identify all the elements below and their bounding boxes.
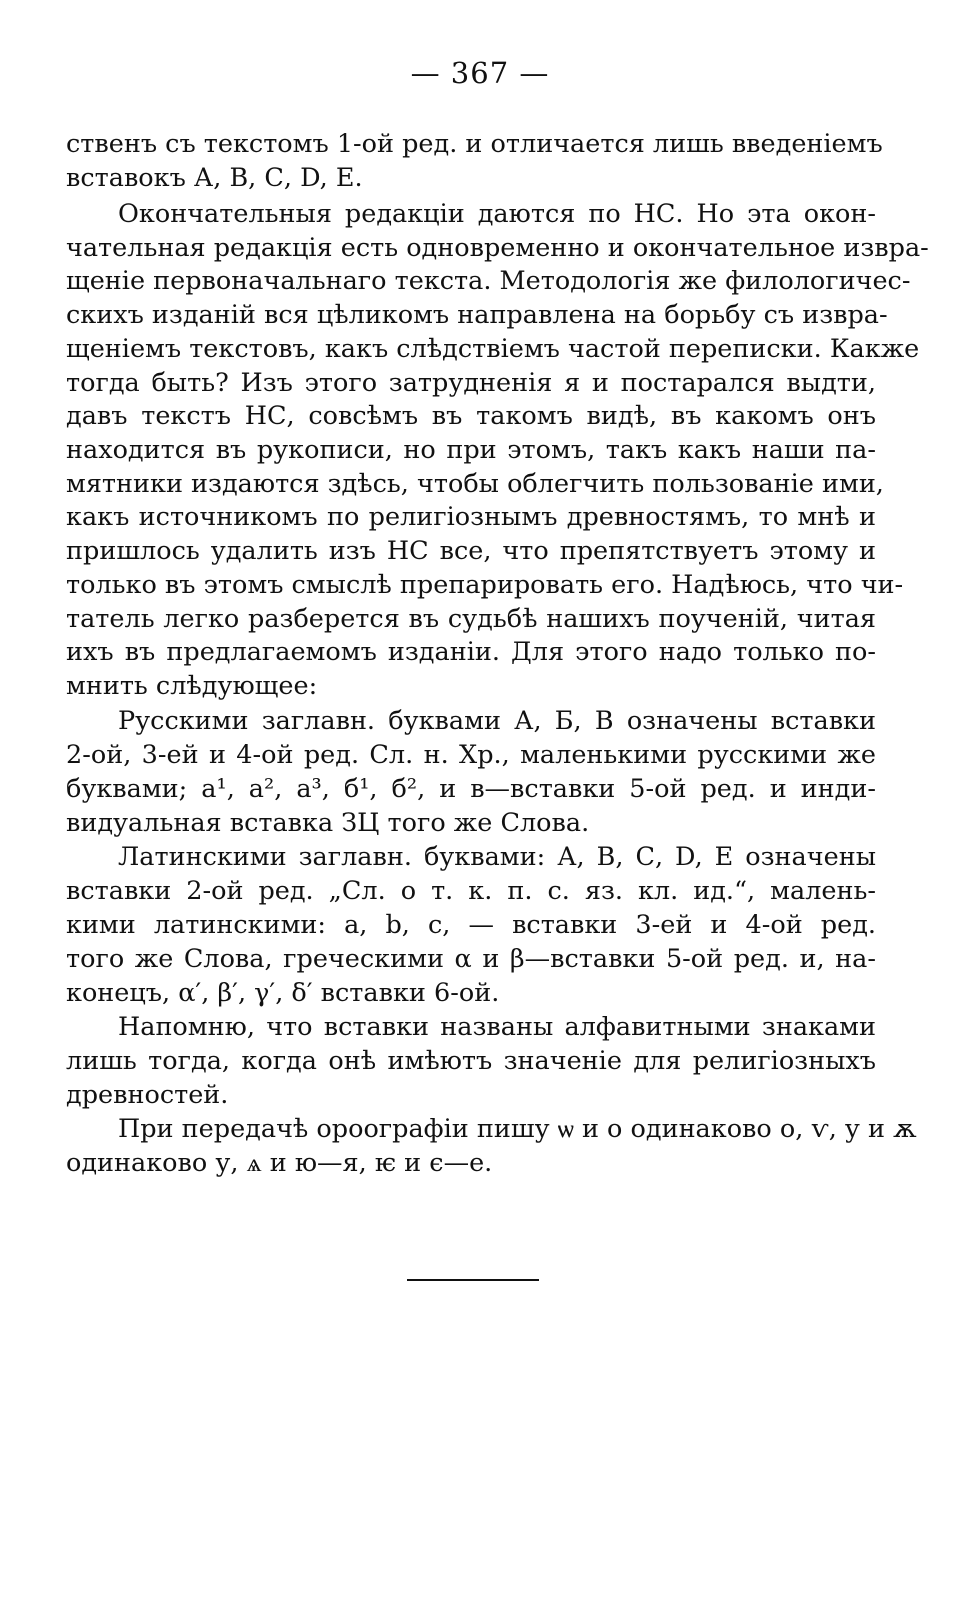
text-line: кими латинскими: a, b, c, — вставки 3-ей и 4-ой ред. [66,910,876,940]
text-line: вставокъ А, В, С, D, Е. [66,163,363,193]
text-line: находится въ рукописи, но при этомъ, такъ какъ наши па- [66,435,876,465]
text-line: мятники издаются здѣсь, чтобы облегчить пользованіе ими, [66,469,884,499]
text-line: скихъ изданій вся цѣликомъ направлена на борьбу съ извра- [66,300,888,330]
text-line: пришлось удалить изъ НС все, что препятствуетъ этому и [66,536,876,566]
text-line: только въ этомъ смыслѣ препарировать его. Надѣюсь, что чи- [66,570,904,600]
text-line: щеніемъ текстовъ, какъ слѣдствіемъ частой переписки. Какже [66,334,920,364]
text-line: лишь тогда, когда онѣ имѣютъ значеніе для религіозныхъ [66,1046,876,1076]
text-line: буквами; а¹, а², а³, б¹, б², и в—вставки 5-ой ред. и инди- [66,774,876,804]
text-line: ственъ съ текстомъ 1-ой ред. и отличается лишь введеніемъ [66,129,883,159]
text-line: того же Слова, греческими α и β—вставки 5-ой ред. и, на- [66,944,876,974]
text-line: Напомню, что вставки названы алфавитными знаками [118,1012,876,1042]
text-line: чательная редакція есть одновременно и окончательное извра- [66,233,929,263]
text-line: древностей. [66,1080,229,1110]
text-line: татель легко разберется въ судьбѣ нашихъ поученій, читая [66,604,876,634]
text-line: какъ источникомъ по религіознымъ древностямъ, то мнѣ и [66,502,876,532]
text-line: одинаково у, ѧ и ю—я, ѥ и є—е. [66,1148,493,1178]
text-line: ихъ въ предлагаемомъ изданіи. Для этого надо только по- [66,637,876,667]
text-line: Русскими заглавн. буквами А, Б, В означены вставки [118,706,876,736]
closing-rule [407,1279,539,1281]
text-line: вставки 2-ой ред. „Сл. о т. к. п. с. яз. кл. ид.“, малень- [66,876,876,906]
text-line: щеніе первоначальнаго текста. Методологія же филологичес- [66,266,911,296]
text-line: Окончательныя редакціи даются по НС. Но эта окон- [118,199,876,229]
page-number: — 367 — [410,56,550,90]
text-line: конецъ, α′, β′, γ′, δ′ вставки 6-ой. [66,978,500,1008]
text-line: При передачѣ ороографіи пишу ѡ и о одинаково о, ѵ, у и ѫ [118,1114,917,1144]
text-line: мнить слѣдующее: [66,671,318,701]
text-line: тогда быть? Изъ этого затрудненія я и постарался выдти, [66,368,876,398]
text-line: видуальная вставка ЗЦ того же Слова. [66,808,590,838]
text-line: Латинскими заглавн. буквами: А, В, С, D, Е означены [118,842,876,872]
text-line: давъ текстъ НС, совсѣмъ въ такомъ видѣ, въ какомъ онъ [66,401,876,431]
text-line: 2-ой, 3-ей и 4-ой ред. Сл. н. Хр., маленькими русскими же [66,740,876,770]
